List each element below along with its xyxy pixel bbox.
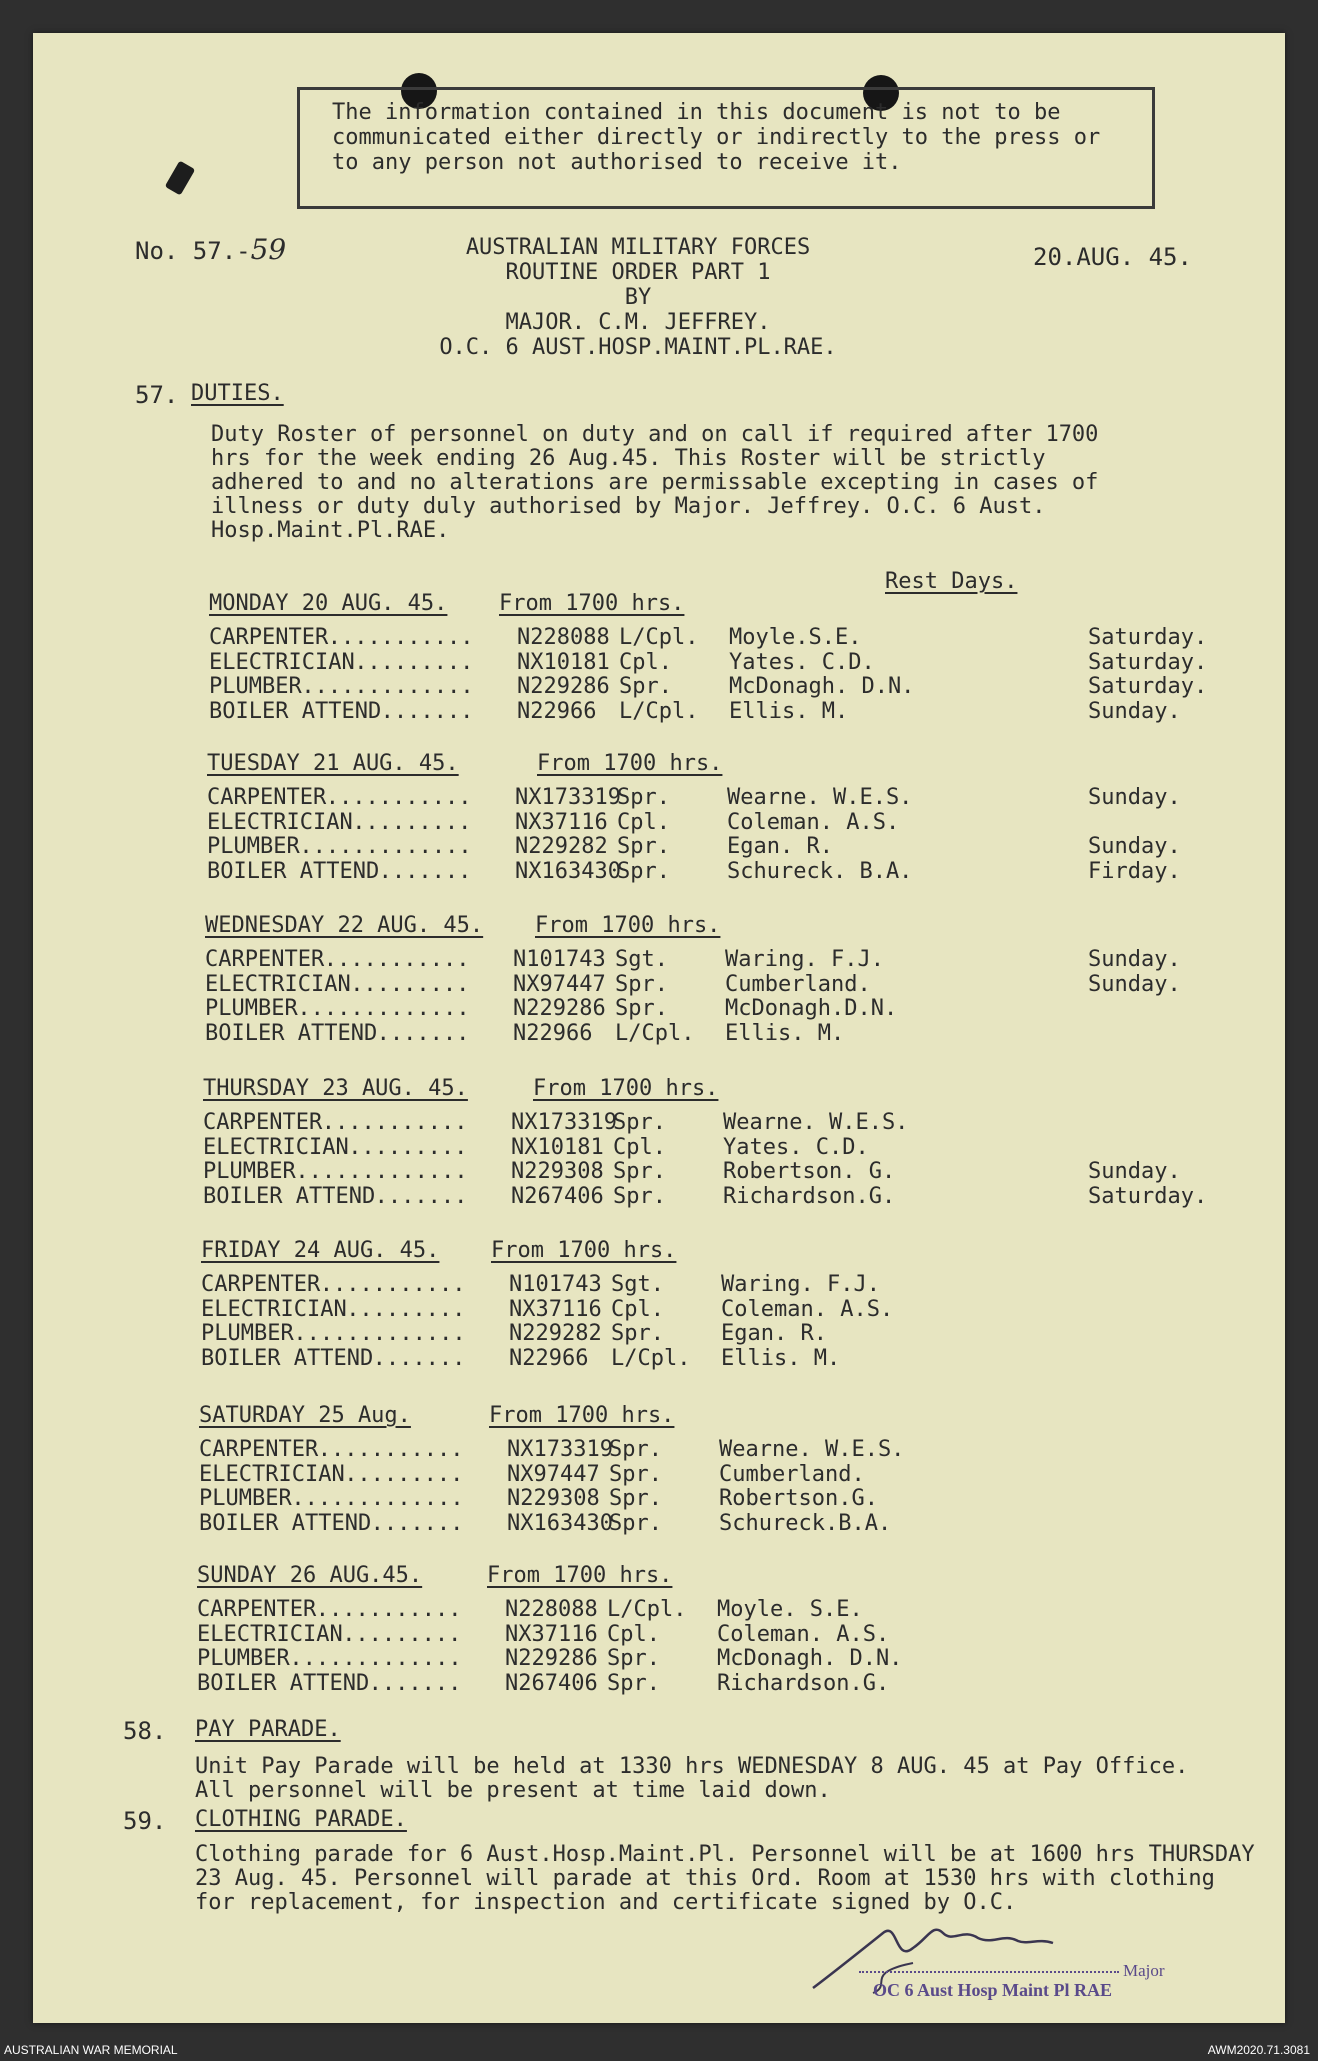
roster-leader-dots: ......... (346, 1296, 466, 1322)
roster-row (209, 650, 1318, 675)
roster-service-number: N229286 (505, 1646, 598, 1671)
header-line: O.C. 6 AUST.HOSP.MAINT.PL.RAE. (439, 335, 837, 360)
section-heading-pay-parade: PAY PARADE. (195, 1717, 341, 1742)
roster-service-number: N22966 (509, 1345, 589, 1371)
section-number: 58. (123, 1717, 167, 1745)
roster-service-number: N22966 (517, 698, 597, 724)
security-caveat-text: The information contained in this document is not to be communicated either directly or indirectly to the press or to any person not authorised to receive it. (332, 100, 1101, 175)
roster-name: Schureck. B.A. (727, 858, 913, 884)
roster-rank: Spr. (609, 1486, 662, 1511)
roster-service-number: N229308 (511, 1159, 604, 1184)
roster-service-number: N228088 (517, 625, 610, 650)
roster-day-heading: WEDNESDAY 22 AUG. 45. (205, 913, 484, 938)
roster-row (203, 1135, 1318, 1160)
roster-rank: Spr. (613, 1183, 666, 1209)
roster-row (205, 1021, 1318, 1046)
header-line: BY (624, 285, 652, 310)
roster-leader-dots: ....... (376, 1020, 470, 1046)
roster-day-heading: SATURDAY 25 Aug. (199, 1403, 411, 1428)
roster-role: BOILER ATTEND (201, 1345, 374, 1371)
roster-name: Waring. F.J. (721, 1272, 880, 1297)
roster-service-number: NX173319 (511, 1110, 617, 1135)
roster-name: Richardson.G. (723, 1183, 896, 1209)
roster-leader-dots: ........... (325, 785, 472, 810)
roster-row (207, 785, 1318, 810)
roster-day-heading: SUNDAY 26 AUG.45. (197, 1563, 423, 1588)
roster-day-from-time: From 1700 hrs. (487, 1563, 673, 1588)
roster-name: Yates. C.D. (729, 649, 875, 675)
roster-name: Coleman. A.S. (717, 1621, 890, 1647)
roster-leader-dots: ......... (354, 649, 474, 675)
roster-rank: Spr. (615, 996, 668, 1021)
roster-leader-dots: ............. (301, 674, 474, 699)
roster-rest-day: Saturday. (1088, 649, 1208, 675)
roster-leader-dots: ............. (289, 1646, 462, 1671)
roster-rank: Spr. (609, 1510, 662, 1536)
signature-line (859, 1971, 1119, 1973)
roster-rank: Cpl. (611, 1296, 664, 1322)
roster-rank: Spr. (609, 1437, 662, 1462)
roster-name: Robertson. G. (723, 1159, 896, 1184)
order-date: 20.AUG. 45. (1033, 243, 1192, 271)
roster-rest-day: Saturday. (1088, 674, 1208, 699)
roster-leader-dots: ........... (319, 1272, 466, 1297)
roster-row (203, 1110, 1318, 1135)
roster-row (199, 1437, 1318, 1462)
roster-rank: L/Cpl. (607, 1597, 687, 1622)
order-number-typed: No. 57.- (135, 237, 251, 265)
roster-name: Schureck.B.A. (719, 1510, 892, 1536)
roster-role: ELECTRICIAN (209, 649, 355, 675)
roster-row (197, 1597, 1318, 1622)
roster-role: ELECTRICIAN (207, 809, 353, 835)
roster-row (201, 1321, 1318, 1346)
roster-leader-dots: ....... (380, 698, 474, 724)
roster-rank: L/Cpl. (619, 698, 699, 724)
header-line: ROUTINE ORDER PART 1 (505, 260, 771, 285)
roster-rank: Spr. (611, 1321, 664, 1346)
roster-row (197, 1622, 1318, 1647)
roster-name: Waring. F.J. (725, 947, 884, 972)
roster-row (199, 1511, 1318, 1536)
roster-role: PLUMBER (203, 1159, 296, 1184)
roster-name: Richardson.G. (717, 1670, 890, 1696)
roster-leader-dots: ............. (295, 1159, 468, 1184)
roster-rank: Spr. (617, 858, 670, 884)
roster-row (201, 1297, 1318, 1322)
roster-rank: Spr. (607, 1670, 660, 1696)
document-page (33, 33, 1285, 2023)
roster-leader-dots: ....... (374, 1183, 468, 1209)
roster-row (205, 972, 1318, 997)
roster-day-heading: MONDAY 20 AUG. 45. (209, 591, 448, 616)
roster-day-heading: FRIDAY 24 AUG. 45. (201, 1238, 440, 1263)
roster-name: Egan. R. (727, 834, 833, 859)
roster-service-number: N229308 (507, 1486, 600, 1511)
roster-role: BOILER ATTEND (197, 1670, 370, 1696)
roster-role: ELECTRICIAN (201, 1296, 347, 1322)
pay-parade-text: Unit Pay Parade will be held at 1330 hrs WEDNESDAY 8 AUG. 45 at Pay Office. All personnel will be present at time laid down. (195, 1754, 1189, 1803)
roster-name: Moyle.S.E. (729, 625, 862, 650)
roster-name: Wearne. W.E.S. (719, 1437, 905, 1462)
roster-row (209, 699, 1318, 724)
roster-service-number: N229286 (517, 674, 610, 699)
roster-day-heading: THURSDAY 23 AUG. 45. (203, 1076, 468, 1101)
roster-row (205, 947, 1318, 972)
roster-role: CARPENTER (205, 947, 325, 972)
roster-role: PLUMBER (201, 1321, 294, 1346)
roster-role: PLUMBER (207, 834, 300, 859)
roster-row (203, 1159, 1318, 1184)
roster-day-from-time: From 1700 hrs. (489, 1403, 675, 1428)
roster-rest-day: Sunday. (1088, 785, 1181, 810)
roster-role: PLUMBER (199, 1486, 292, 1511)
roster-rank: Spr. (607, 1646, 660, 1671)
roster-rank: Spr. (619, 674, 672, 699)
roster-row (199, 1486, 1318, 1511)
roster-rank: L/Cpl. (611, 1345, 691, 1371)
roster-leader-dots: ......... (342, 1621, 462, 1647)
section-number: 59. (123, 1807, 167, 1835)
roster-leader-dots: ......... (344, 1461, 464, 1487)
roster-row (201, 1272, 1318, 1297)
duties-intro: Duty Roster of personnel on duty and on call if required after 1700 hrs for the week ending 26 Aug.45. This Roster will be strictly adhered to and no alterations are permissable excepting in cases of illness or duty duly authorised by Major. Jeffrey. O.C. 6 Aust. Hosp.Maint.Pl.RAE. (211, 422, 1099, 543)
roster-rank: Cpl. (613, 1134, 666, 1160)
roster-row (209, 625, 1318, 650)
roster-rank: Spr. (617, 785, 670, 810)
roster-rest-day: Firday. (1088, 858, 1181, 884)
roster-name: Ellis. M. (725, 1020, 845, 1046)
roster-role: BOILER ATTEND (199, 1510, 372, 1536)
header-line: MAJOR. C.M. JEFFREY. (505, 310, 771, 335)
roster-rest-day: Sunday. (1088, 947, 1181, 972)
roster-role: PLUMBER (205, 996, 298, 1021)
roster-leader-dots: ....... (368, 1670, 462, 1696)
roster-name: Egan. R. (721, 1321, 827, 1346)
roster-day-from-time: From 1700 hrs. (535, 913, 721, 938)
order-number-handwritten: 59 (250, 233, 287, 266)
roster-rank: Spr. (617, 834, 670, 859)
roster-row (199, 1462, 1318, 1487)
roster-service-number: NX173319 (515, 785, 621, 810)
roster-leader-dots: ........... (327, 625, 474, 650)
roster-role: ELECTRICIAN (199, 1461, 345, 1487)
roster-leader-dots: ........... (317, 1437, 464, 1462)
roster-service-number: N101743 (513, 947, 606, 972)
roster-service-number: NX37116 (505, 1621, 598, 1647)
rest-days-heading: Rest Days. (885, 569, 1018, 594)
section-heading-duties: DUTIES. (191, 381, 284, 406)
roster-service-number: N101743 (509, 1272, 602, 1297)
roster-rank: Spr. (613, 1110, 666, 1135)
roster-name: McDonagh. D.N. (717, 1646, 903, 1671)
roster-row (207, 859, 1318, 884)
roster-name: McDonagh.D.N. (725, 996, 898, 1021)
roster-leader-dots: ........... (321, 1110, 468, 1135)
roster-service-number: NX10181 (511, 1134, 604, 1160)
roster-name: Cumberland. (719, 1461, 865, 1487)
roster-row (205, 996, 1318, 1021)
roster-row (203, 1184, 1318, 1209)
footer-archive-name: AUSTRALIAN WAR MEMORIAL (4, 2043, 178, 2057)
roster-name: Moyle. S.E. (717, 1597, 863, 1622)
roster-rank: Cpl. (617, 809, 670, 835)
roster-service-number: NX163430 (515, 858, 621, 884)
roster-service-number: NX37116 (515, 809, 608, 835)
roster-rest-day: Saturday. (1088, 625, 1208, 650)
roster-service-number: NX173319 (507, 1437, 613, 1462)
roster-role: CARPENTER (201, 1272, 321, 1297)
roster-role: ELECTRICIAN (205, 971, 351, 997)
roster-role: BOILER ATTEND (205, 1020, 378, 1046)
roster-row (209, 674, 1318, 699)
roster-service-number: NX97447 (513, 971, 606, 997)
roster-role: PLUMBER (197, 1646, 290, 1671)
signature-rank-stamp: Major (1123, 1961, 1165, 1980)
roster-leader-dots: ............. (297, 996, 470, 1021)
roster-leader-dots: ....... (372, 1345, 466, 1371)
roster-rest-day: Sunday. (1088, 971, 1181, 997)
roster-rank: L/Cpl. (619, 625, 699, 650)
roster-role: BOILER ATTEND (207, 858, 380, 884)
roster-rank: Sgt. (611, 1272, 664, 1297)
roster-role: CARPENTER (203, 1110, 323, 1135)
roster-name: Yates. C.D. (723, 1134, 869, 1160)
roster-rank: Spr. (615, 971, 668, 997)
roster-service-number: N228088 (505, 1597, 598, 1622)
roster-day-from-time: From 1700 hrs. (499, 591, 685, 616)
roster-name: Coleman. A.S. (727, 809, 900, 835)
roster-rest-day: Sunday. (1088, 698, 1181, 724)
roster-leader-dots: ....... (378, 858, 472, 884)
roster-day-heading: TUESDAY 21 AUG. 45. (207, 751, 459, 776)
roster-role: ELECTRICIAN (197, 1621, 343, 1647)
roster-rank: Spr. (609, 1461, 662, 1487)
order-number (135, 233, 286, 266)
roster-service-number: N267406 (505, 1670, 598, 1696)
roster-leader-dots: ......... (348, 1134, 468, 1160)
roster-service-number: N229286 (513, 996, 606, 1021)
roster-rank: Sgt. (615, 947, 668, 972)
order-header (393, 235, 883, 360)
roster-name: Robertson.G. (719, 1486, 878, 1511)
roster-name: Wearne. W.E.S. (723, 1110, 909, 1135)
roster-role: PLUMBER (209, 674, 302, 699)
roster-service-number: N267406 (511, 1183, 604, 1209)
roster-role: CARPENTER (199, 1437, 319, 1462)
roster-service-number: NX163430 (507, 1510, 613, 1536)
roster-day-from-time: From 1700 hrs. (537, 751, 723, 776)
roster-row (197, 1646, 1318, 1671)
roster-role: CARPENTER (197, 1597, 317, 1622)
roster-role: CARPENTER (209, 625, 329, 650)
roster-rest-day: Sunday. (1088, 834, 1181, 859)
roster-leader-dots: ........... (323, 947, 470, 972)
roster-leader-dots: ......... (350, 971, 470, 997)
roster-day-from-time: From 1700 hrs. (491, 1238, 677, 1263)
roster-role: BOILER ATTEND (209, 698, 382, 724)
roster-row (207, 834, 1318, 859)
roster-leader-dots: ......... (352, 809, 472, 835)
roster-name: McDonagh. D.N. (729, 674, 915, 699)
roster-leader-dots: ............. (299, 834, 472, 859)
roster-name: Ellis. M. (721, 1345, 841, 1371)
roster-service-number: NX10181 (517, 649, 610, 675)
roster-name: Wearne. W.E.S. (727, 785, 913, 810)
security-caveat-box (297, 87, 1155, 209)
roster-service-number: NX97447 (507, 1461, 600, 1487)
roster-row (207, 810, 1318, 835)
roster-role: ELECTRICIAN (203, 1134, 349, 1160)
roster-role: BOILER ATTEND (203, 1183, 376, 1209)
roster-service-number: N22966 (513, 1020, 593, 1046)
roster-rest-day: Saturday. (1088, 1183, 1208, 1209)
signature-unit-stamp: OC 6 Aust Hosp Maint Pl RAE (873, 1980, 1113, 2000)
roster-name: Coleman. A.S. (721, 1296, 894, 1322)
roster-role: CARPENTER (207, 785, 327, 810)
header-line: AUSTRALIAN MILITARY FORCES (465, 235, 811, 260)
roster-service-number: N229282 (515, 834, 608, 859)
roster-leader-dots: ....... (370, 1510, 464, 1536)
roster-rest-day: Sunday. (1088, 1159, 1181, 1184)
roster-name: Cumberland. (725, 971, 871, 997)
roster-row (201, 1346, 1318, 1371)
section-number: 57. (135, 381, 179, 409)
roster-name: Ellis. M. (729, 698, 849, 724)
clothing-parade-text: Clothing parade for 6 Aust.Hosp.Maint.Pl. Personnel will be at 1600 hrs THURSDAY 23 Aug. 45. Personnel will parade at this Ord. Room at 1530 hrs with clothing for replacement, for inspection and certificate signed by O.C. (195, 1842, 1255, 1915)
roster-day-from-time: From 1700 hrs. (533, 1076, 719, 1101)
roster-rank: L/Cpl. (615, 1020, 695, 1046)
roster-service-number: NX37116 (509, 1296, 602, 1322)
roster-leader-dots: ............. (293, 1321, 466, 1346)
section-heading-clothing-parade: CLOTHING PARADE. (195, 1807, 407, 1832)
roster-rank: Cpl. (619, 649, 672, 675)
roster-service-number: N229282 (509, 1321, 602, 1346)
roster-rank: Spr. (613, 1159, 666, 1184)
roster-rank: Cpl. (607, 1621, 660, 1647)
roster-leader-dots: ........... (315, 1597, 462, 1622)
footer-accession-number: AWM2020.71.3081 (1207, 2043, 1310, 2057)
roster-row (197, 1671, 1318, 1696)
roster-leader-dots: ............. (291, 1486, 464, 1511)
paper-tear-mark (165, 161, 196, 196)
